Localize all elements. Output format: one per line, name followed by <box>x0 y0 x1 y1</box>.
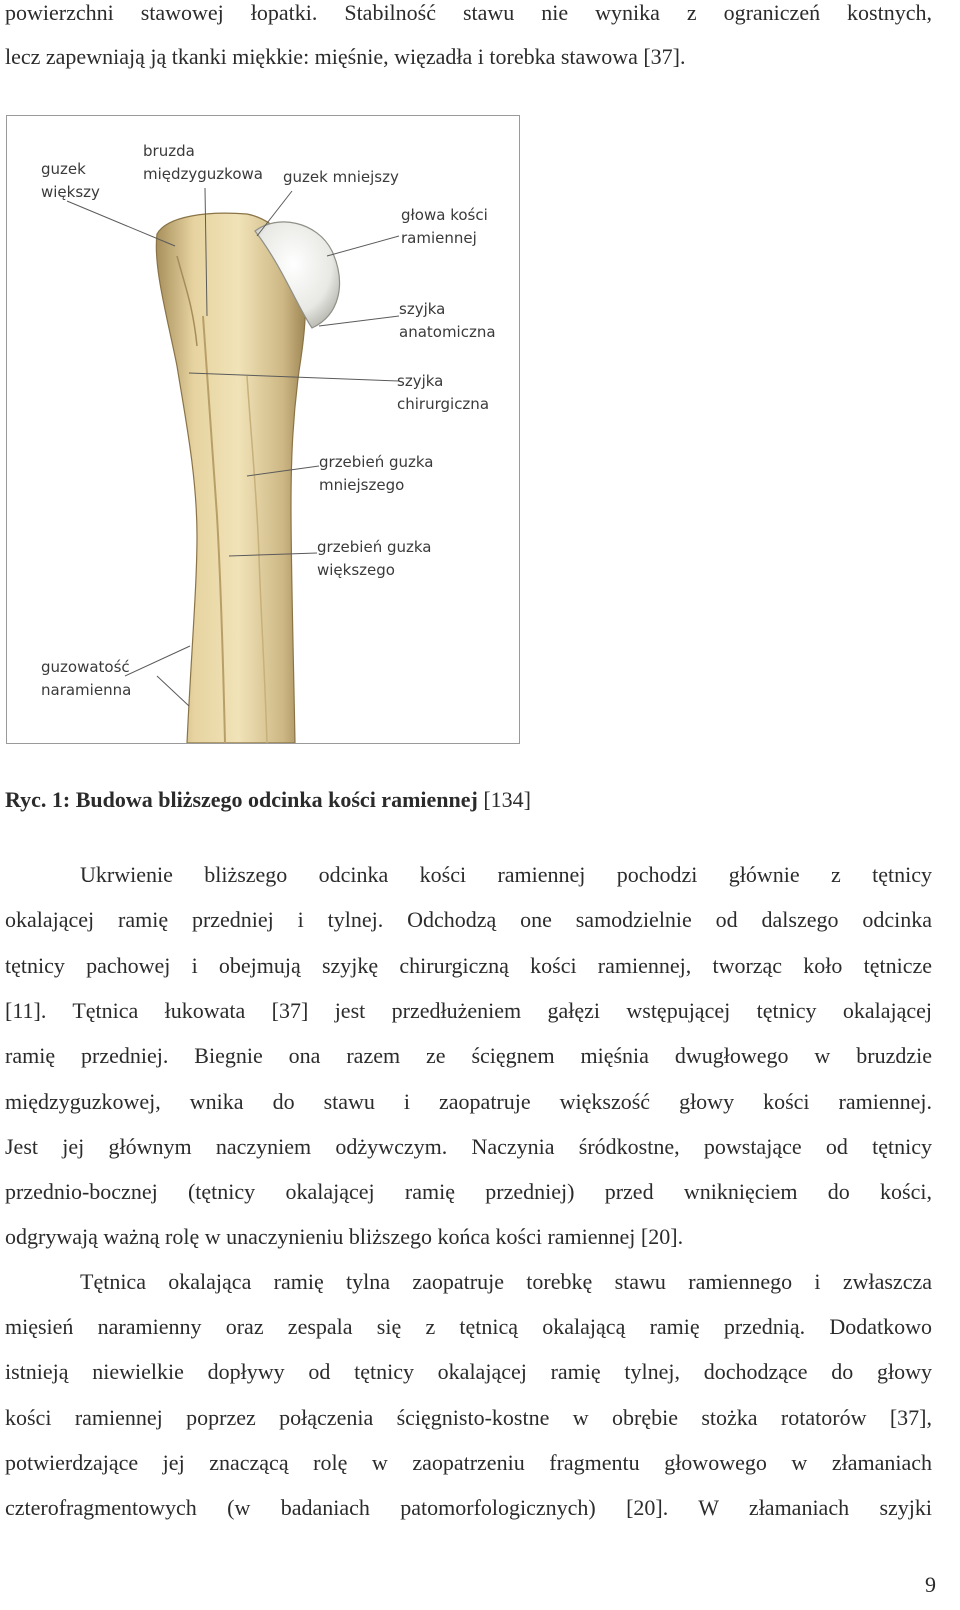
intro-line-1: powierzchni stawowej łopatki. Stabilność stawu nie wynika z ograniczeń kostnych, <box>5 0 932 25</box>
label-glowa: głowa kości ramiennej <box>401 206 488 247</box>
label-bruzda: bruzda międzyguzkowa <box>143 142 263 183</box>
paragraph-1-line: [11]. Tętnica łukowata [37] jest przedłużeniem gałęzi wstępującej tętnicy okalającej <box>5 998 932 1023</box>
intro-line-2: lecz zapewniają ją tkanki miękkie: mięśnie, więzadła i torebka stawowa [37]. <box>5 44 686 69</box>
label-szyjka-anatomiczna: szyjka anatomiczna <box>399 300 496 341</box>
caption-title: Ryc. 1: Budowa bliższego odcinka kości ramiennej <box>5 787 478 812</box>
label-guzowatosc: guzowatość naramienna <box>41 658 132 699</box>
paragraph-2-line: istnieją niewielkie dopływy od tętnicy okalającej ramię tylnej, dochodzące do głowy <box>5 1359 932 1384</box>
paragraph-2-line: potwierdzające jej znaczącą rolę w zaopatrzeniu fragmentu głowowego w złamaniach <box>5 1450 932 1475</box>
paragraph-1-line: okalającej ramię przedniej i tylnej. Odchodzą one samodzielnie od dalszego odcinka <box>5 907 932 932</box>
paragraph-2-line: kości ramiennej poprzez połączenia ścięgnisto-kostne w obrębie stożka rotatorów [37], <box>5 1405 932 1430</box>
page-number: 9 <box>925 1572 936 1597</box>
label-guzek-wiekszy: guzek większy <box>41 160 100 201</box>
paragraph-1-line: Jest jej głównym naczyniem odżywczym. Naczynia śródkostne, powstające od tętnicy <box>5 1134 932 1159</box>
label-grzebien-wiekszego: grzebień guzka większego <box>317 538 432 579</box>
paragraph-1-line: odgrywają ważną rolę w unaczynieniu bliższego końca kości ramiennej [20]. <box>5 1224 684 1249</box>
label-szyjka-chirurgiczna: szyjka chirurgiczna <box>397 372 490 413</box>
figure-caption <box>5 785 531 815</box>
paragraph-1-line: przednio-bocznej (tętnicy okalającej ramię przedniej) przed wniknięciem do kości, <box>5 1179 932 1204</box>
paragraph-2-line: czterofragmentowych (w badaniach patomorfologicznych) [20]. W złamaniach szyjki <box>5 1495 932 1520</box>
paragraph-1-line: ramię przedniej. Biegnie ona razem ze ścięgnem mięśnia dwugłowego w bruzdzie <box>5 1043 932 1068</box>
label-guzek-mniejszy: guzek mniejszy <box>283 168 399 186</box>
paragraph-2-line: mięsień naramienny oraz zespala się z tętnicą okalającą ramię przednią. Dodatkowo <box>5 1314 932 1339</box>
paragraph-1-line: tętnicy pachowej i obejmują szyjkę chirurgiczną kości ramiennej, tworząc koło tętnicze <box>5 953 932 978</box>
humerus-figure <box>6 115 520 744</box>
bone-shaft <box>156 213 305 743</box>
paragraph-1-line: Ukrwienie bliższego odcinka kości ramiennej pochodzi głównie z tętnicy <box>80 862 932 887</box>
label-grzebien-mniejszego: grzebień guzka mniejszego <box>319 453 434 494</box>
paragraph-1-line: międzyguzkowej, wnika do stawu i zaopatruje większość głowy kości ramiennej. <box>5 1089 932 1114</box>
paragraph-2-line: Tętnica okalająca ramię tylna zaopatruje torebkę stawu ramiennego i zwłaszcza <box>80 1269 932 1294</box>
caption-reference: [134] <box>477 787 531 812</box>
